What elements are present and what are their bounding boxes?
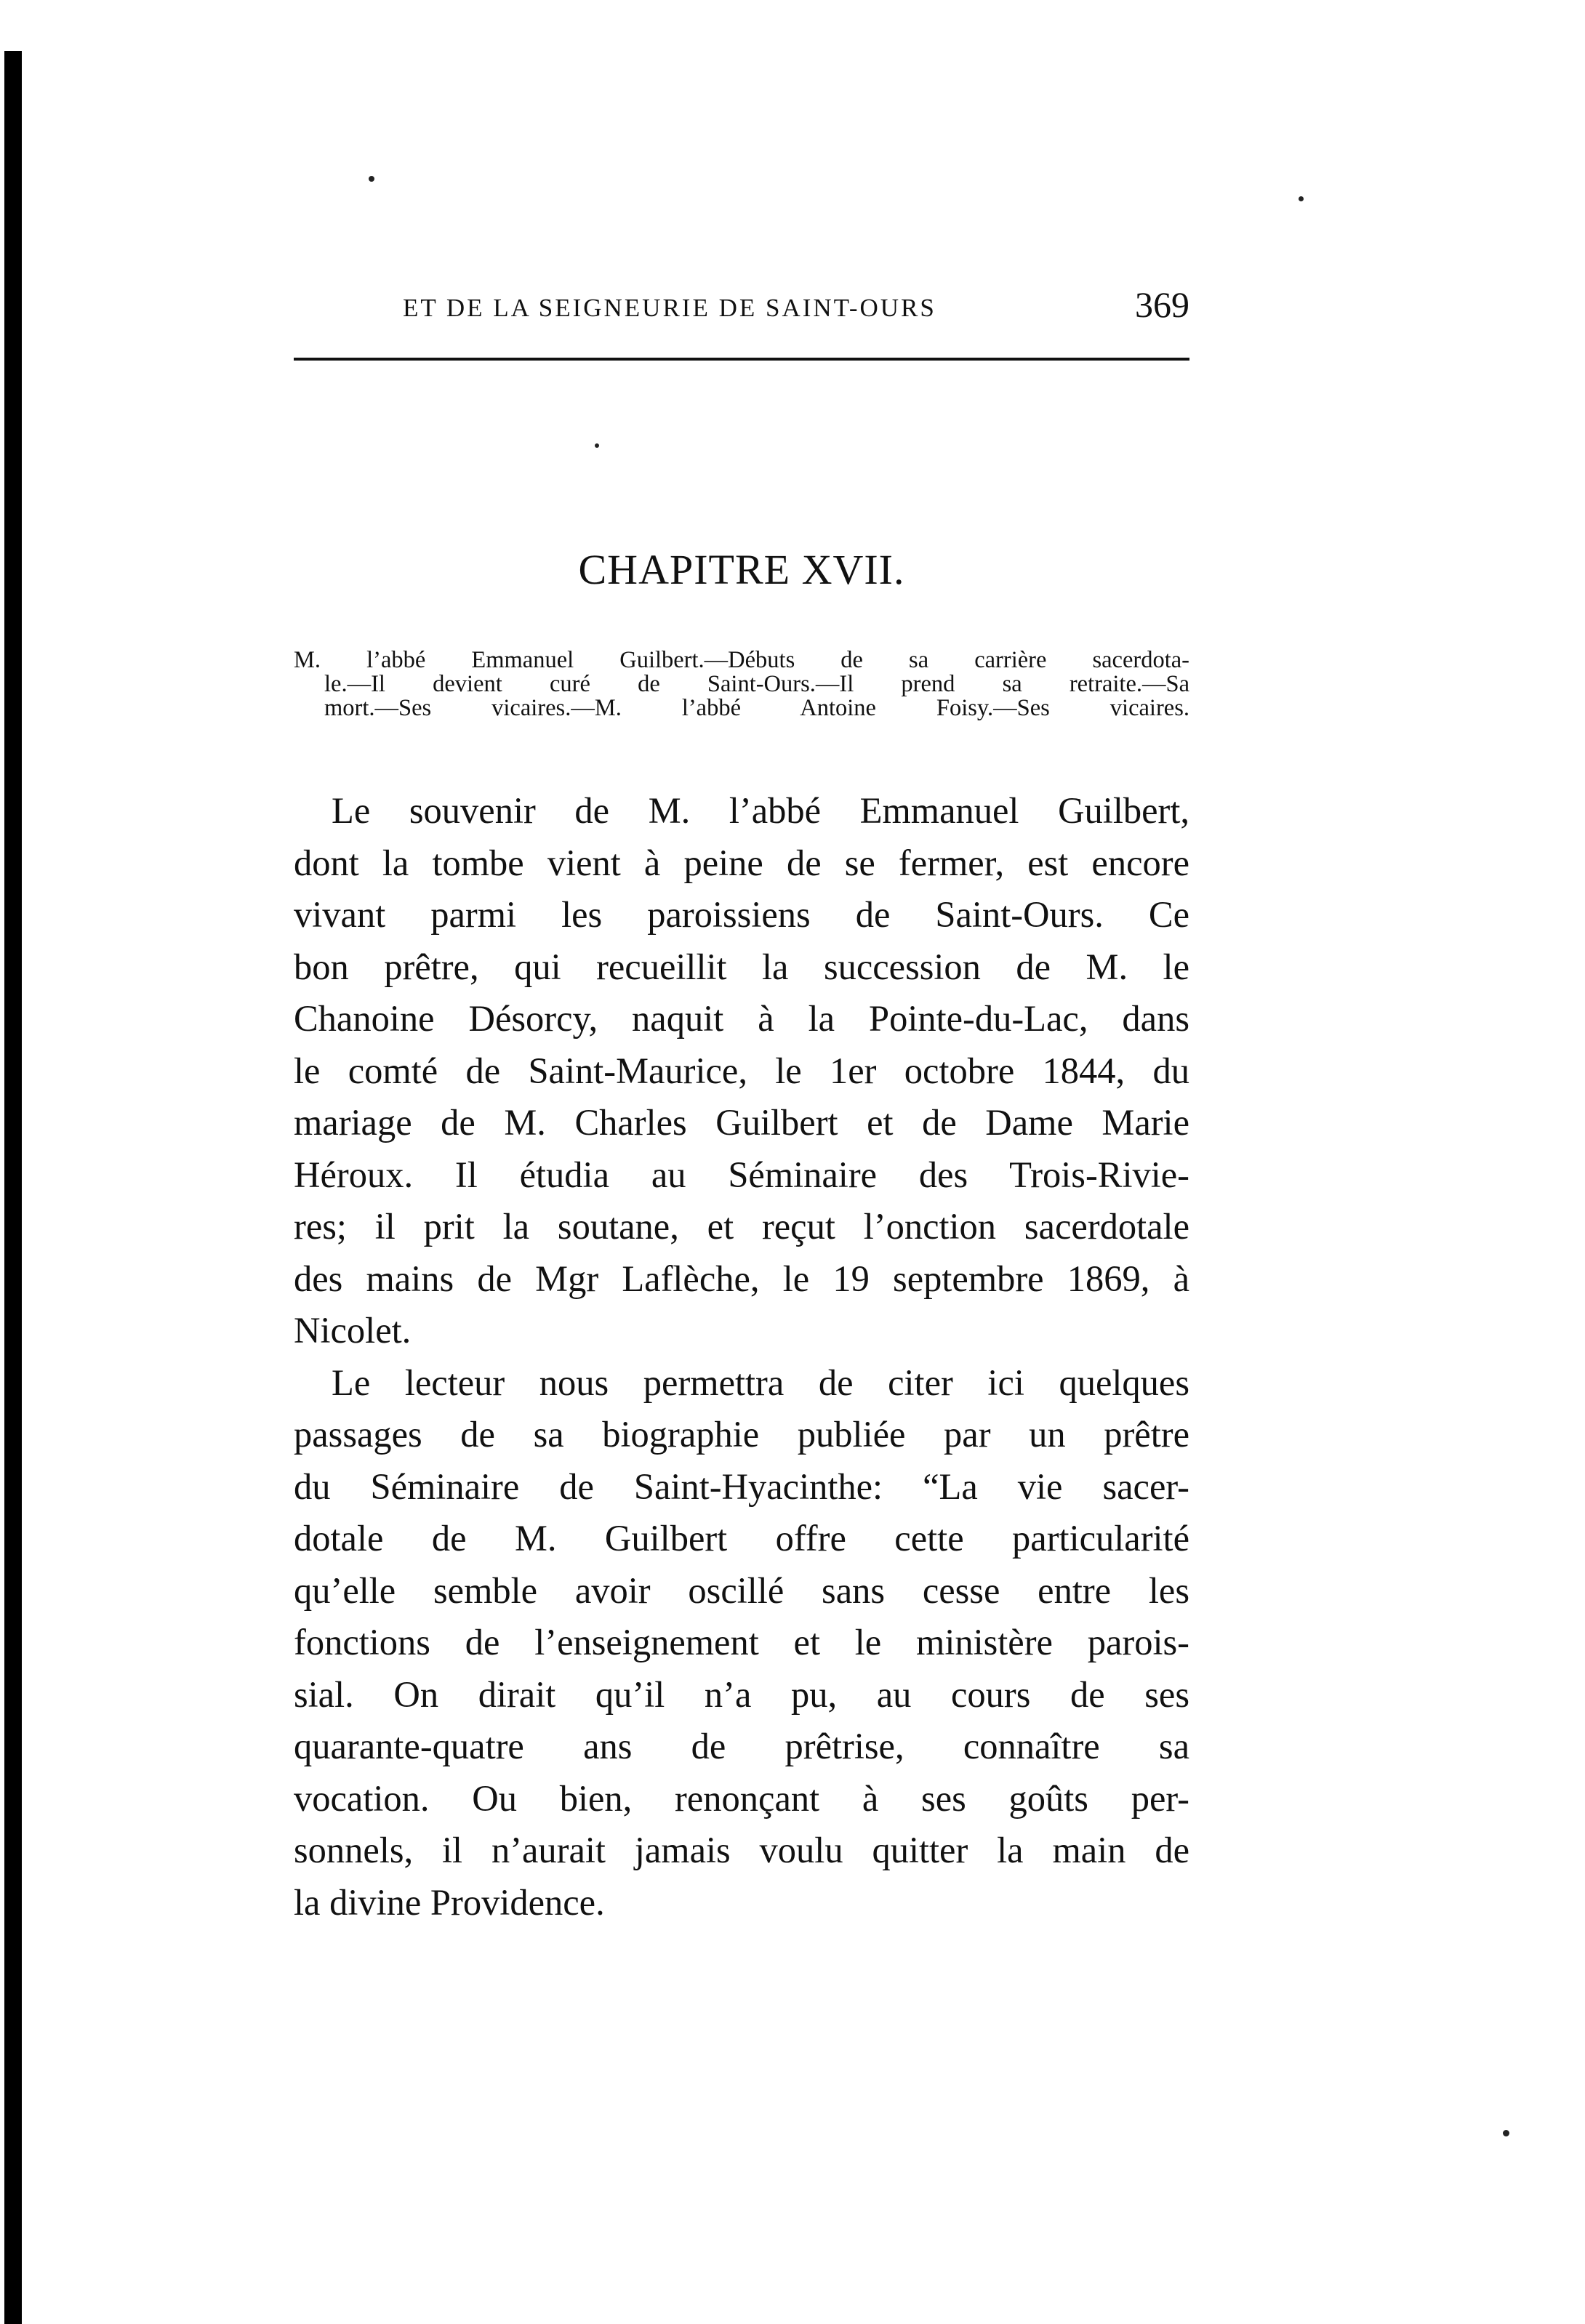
summary-line: mort.—Ses vicaires.—M. l’abbé Antoine Foisy.—Ses vicaires. bbox=[324, 695, 1189, 721]
text-line: Héroux. Il étudia au Séminaire des Trois-Rivie- bbox=[294, 1154, 1189, 1195]
paragraph bbox=[294, 1357, 1189, 1929]
text-line: vocation. Ou bien, renonçant à ses goûts per- bbox=[294, 1777, 1189, 1819]
page-number: 369 bbox=[1135, 284, 1189, 325]
scan-speck bbox=[1299, 196, 1304, 201]
scan-speck bbox=[369, 176, 374, 182]
paragraph bbox=[294, 785, 1189, 1357]
text-line: Le lecteur nous permettra de citer ici quelques bbox=[332, 1362, 1189, 1403]
page-binding-edge bbox=[4, 51, 22, 2324]
chapter-summary bbox=[294, 648, 1189, 720]
summary-line: le.—Il devient curé de Saint-Ours.—Il prend sa retraite.—Sa bbox=[324, 671, 1189, 697]
header-rule bbox=[294, 358, 1189, 361]
book-page bbox=[294, 276, 1189, 1923]
text-line: sonnels, il n’aurait jamais voulu quitter la main de bbox=[294, 1830, 1189, 1870]
text-line: le comté de Saint-Maurice, le 1er octobre 1844, du bbox=[294, 1050, 1189, 1091]
scan-speck bbox=[595, 443, 599, 448]
body-text bbox=[294, 785, 1189, 1929]
chapter-title: CHAPITRE XVII. bbox=[578, 546, 905, 593]
text-line: dotale de M. Guilbert offre cette particularité bbox=[294, 1518, 1189, 1559]
text-line: quarante-quatre ans de prêtrise, connaître sa bbox=[294, 1726, 1189, 1766]
text-line: fonctions de l’enseignement et le ministère parois- bbox=[294, 1622, 1189, 1662]
text-line: qu’elle semble avoir oscillé sans cesse entre les bbox=[294, 1569, 1189, 1611]
scan-speck bbox=[1503, 2130, 1509, 2136]
text-line: mariage de M. Charles Guilbert et de Dame Marie bbox=[294, 1102, 1189, 1143]
summary-line: M. l’abbé Emmanuel Guilbert.—Débuts de sa carrière sacerdota- bbox=[294, 647, 1189, 673]
text-line: Nicolet. bbox=[294, 1310, 412, 1351]
running-head bbox=[294, 276, 1189, 346]
text-line: des mains de Mgr Laflèche, le 19 septembre 1869, à bbox=[294, 1258, 1189, 1299]
text-line: la divine Providence. bbox=[294, 1881, 605, 1923]
text-line: Chanoine Désorcy, naquit à la Pointe-du-Lac, dans bbox=[294, 998, 1189, 1039]
text-line: passages de sa biographie publiée par un prêtre bbox=[294, 1414, 1189, 1455]
text-line: sial. On dirait qu’il n’a pu, au cours de ses bbox=[294, 1673, 1189, 1715]
text-line: vivant parmi les paroissiens de Saint-Ours. Ce bbox=[294, 894, 1189, 935]
text-line: dont la tombe vient à peine de se fermer, est encore bbox=[294, 842, 1189, 883]
text-line: bon prêtre, qui recueillit la succession de M. le bbox=[294, 946, 1189, 987]
running-title: ET DE LA SEIGNEURIE DE SAINT-OURS bbox=[403, 294, 936, 322]
text-line: du Séminaire de Saint-Hyacinthe: “La vie sacer- bbox=[294, 1465, 1189, 1507]
text-line: res; il prit la soutane, et reçut l’onction sacerdotale bbox=[294, 1206, 1189, 1247]
text-line: Le souvenir de M. l’abbé Emmanuel Guilbert, bbox=[332, 790, 1189, 831]
